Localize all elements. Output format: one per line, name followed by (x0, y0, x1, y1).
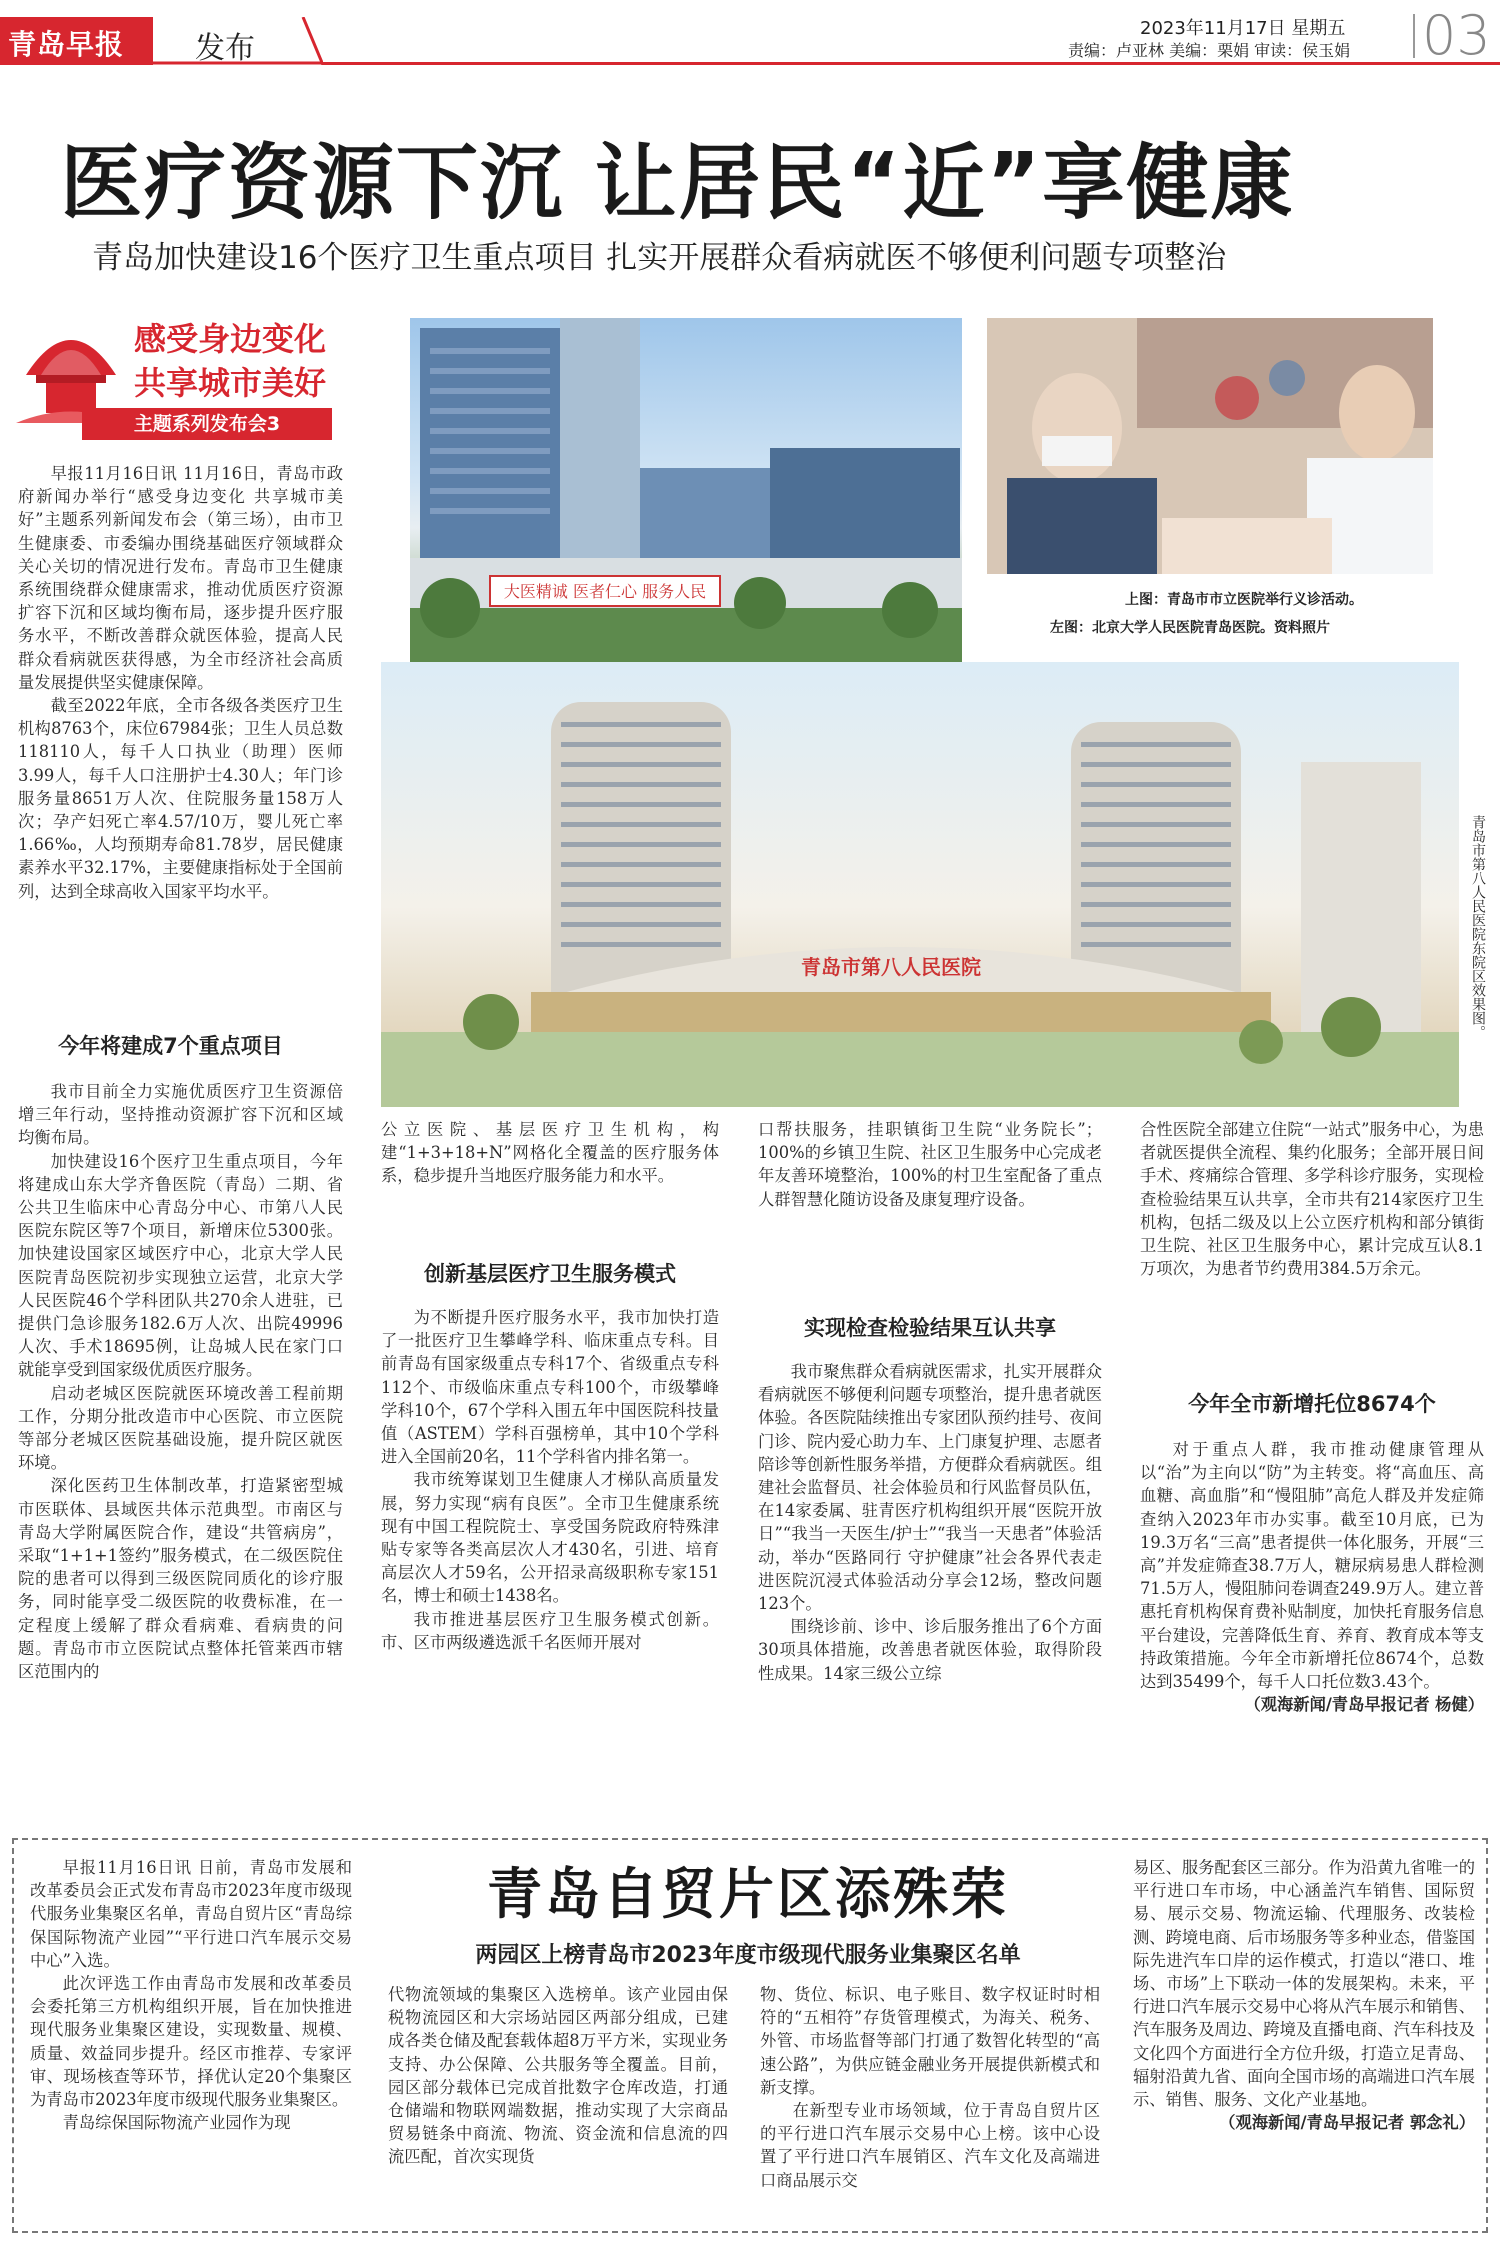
article2-para: 代物流领域的集聚区入选榜单。该产业园由保税物流园区和大宗场站园区两部分组成，已建成各类仓储及配套载体超8万平方米，实现业务支持、办公保障、公共服务等全覆盖。目前，园区部分载体已完成首批数字仓库改造，打通仓储端和物联网端数据，推动实现了大宗商品贸易链条中商流、物流、资金流和信息流的四流匹配，首次实现货 (388, 1985, 728, 2167)
page-number: 03 (1422, 4, 1491, 67)
article2-para: 青岛综保国际物流产业园作为现 (62, 2113, 291, 2133)
article1-col2 (381, 1118, 719, 1188)
article1-para: 我市推进基层医疗卫生服务模式创新。市、区市两级遴选派千名医师开展对 (381, 1609, 719, 1652)
article1-para: 对于重点人群，我市推动健康管理从以“治”为主向以“防”为主转变。将“高血压、高血糖、高血脂”和“慢阻肺”高危人群及并发症筛查纳入2023年市办实事。截至10月底，已为19.3万名“三高”患者提供一体化服务，开展“三高”并发症筛查38.7万人，糖尿病易患人群检测71.5万人，慢阻肺问卷调查249.9万人。建立普惠托育机构保育费补贴制度，加快托育服务信息平台建设，完善降低生育、养育、教育成本等支持政策措施。今年全市新增托位8674个，总数达到35499个，每千人口托位数3.43个。 (1140, 1440, 1484, 1692)
article2-col3 (760, 1983, 1100, 2192)
article1-col1-intro (18, 462, 343, 903)
article2-para: 此次评选工作由青岛市发展和改革委员会委托第三方机构组织开展，旨在加快推进现代服务业集聚区建设，实现数量、规模、质量、效益同步提升。经区市推荐、专家评审、现场核查等环节，择优认定20个集聚区为青岛市2023年度市级现代服务业集聚区。 (30, 1974, 352, 2110)
photo-eighth-hospital-rendering (381, 662, 1459, 1107)
article1-para: 截至2022年底，全市各级各类医疗卫生机构8763个，床位67984张；卫生人员总数118110人，每千人口执业（助理）医师3.99人，每千人口注册护士4.30人；年门诊服务量8651万人次、住院服务量158万人次；孕产妇死亡率4.57/10万，婴儿死亡率1.66‰，人均预期寿命81.78岁，居民健康素养水平32.17%，主要健康指标处于全国前列，达到全球高收入国家平均水平。 (18, 696, 343, 901)
clinic-scene-illustration (987, 318, 1433, 574)
article1-para: 公立医院、基层医疗卫生机构，构建“1+3+18+N”网格化全覆盖的医疗服务体系，稳步提升当地医疗服务能力和水平。 (381, 1120, 719, 1186)
landmark-icon (16, 305, 126, 425)
article1-para: 我市聚焦群众看病就医需求，扎实开展群众看病就医不够便利问题专项整治，提升患者就医体验。各医院陆续推出专家团队预约挂号、夜间门诊、院内爱心助力车、上门康复护理、志愿者陪诊等创新性服务举措，方便群众看病就医。组建社会监督员、社会体验员和行风监督员队伍，在14家委属、驻青医疗机构组织开展“医院开放日”“我当一天医生/护士”“我当一天患者”体验活动，举办“医路同行 守护健康”社会各界代表走进医院沉浸式体验活动分享会12场，整改问题123个。 (758, 1362, 1102, 1614)
article2-subtitle: 两园区上榜青岛市2023年度市级现代服务业集聚区名单 (475, 1943, 1021, 1968)
banner-text: 大医精诚 医者仁心 服务人民 (503, 582, 707, 601)
article1-col1-section1 (18, 1080, 343, 1683)
article1-para: 早报11月16日讯 11月16日，青岛市政府新闻办举行“感受身边变化 共享城市美好”主题系列新闻发布会（第三场），由市卫生健康委、市委编办围绕基础医疗领域群众关心关切的情况进行发布。青岛市卫生健康系统围绕群众健康需求，推动优质医疗资源扩容下沉和区域均衡布局，逐步提升医疗服务水平，不断改善群众就医体验，提高人民群众看病就医获得感，为全市经济社会高质量发展提供坚实健康保障。 (18, 464, 343, 692)
article2-para: 早报11月16日讯 日前，青岛市发展和改革委员会正式发布青岛市2023年度市级现代服务业集聚区名单，青岛自贸片区“青岛综保国际物流产业园”“平行进口汽车展示交易中心”入选。 (30, 1858, 352, 1970)
article1-para: 启动老城区医院就医环境改善工程前期工作，分期分批改造市中心医院、市立医院等部分老城区医院基础设施，提升院区就医环境。 (18, 1383, 343, 1473)
article2-para: 物、货位、标识、电子账目、数字权证时时相符的“五相符”存货管理模式，为海关、税务、外管、市场监督等部门打通了数智化转型的“高速公路”，为供应链金融业务开展提供新模式和新支撑。 (760, 1985, 1100, 2097)
article1-para: 我市统筹谋划卫生健康人才梯队高质量发展，努力实现“病有良医”。全市卫生健康系统现有中国工程院院士、享受国务院政府特殊津贴专家等各类高层次人才430名，引进、培育高层次人才59名，公开招录高级职称专家151名，博士和硕士1438名。 (381, 1470, 719, 1606)
article1-byline: （观海新闻/青岛早报记者 杨健） (1244, 1695, 1484, 1715)
newspaper-logo (0, 17, 153, 65)
page-divider (1413, 14, 1415, 58)
article2-col4 (1133, 1856, 1475, 2134)
issue-date: 2023年11月17日 星期五 (1140, 18, 1346, 39)
article1-col2-section2 (381, 1306, 719, 1654)
masthead-rule (323, 62, 1500, 65)
series-line2: 共享城市美好 (134, 364, 327, 402)
editors-line: 责编：卢亚林 美编：栗娟 审读：侯玉娟 (1068, 41, 1351, 60)
article1-subhead-4: 今年全市新增托位8674个 (1188, 1392, 1436, 1416)
hospital-building-illustration (410, 318, 962, 668)
article1-col3 (758, 1118, 1102, 1211)
section-name: 发布 (195, 31, 255, 66)
article1-para: 深化医药卫生体制改革，打造紧密型城市医联体、县域医共体示范典型。市南区与青岛大学附属医院合作，建设“共管病房”，采取“1+1+1签约”服务模式，在二级医院住院的患者可以得到三级医院同质化的诊疗服务，同时能享受二级医院的收费标准，在一定程度上缓解了群众看病难、看病贵的问题。青岛市市立医院试点整体托管莱西市辖区范围内的 (18, 1476, 343, 1682)
article2-col2 (388, 1983, 728, 2169)
article1-col3-section3 (758, 1360, 1102, 1685)
article1-col4-section4 (1140, 1438, 1484, 1716)
main-subheadline: 青岛加快建设16个医疗卫生重点项目 扎实开展群众看病就医不够便利问题专项整治 (92, 240, 1227, 276)
photo-peking-university-hospital (410, 318, 962, 668)
article2-para: 在新型专业市场领域，位于青岛自贸片区的平行进口汽车展示交易中心上榜。该中心设置了平行进口汽车展销区、汽车文化及高端进口商品展示交 (760, 2101, 1100, 2190)
article1-para: 加快建设16个医疗卫生重点项目，今年将建成山东大学齐鲁医院（青岛）二期、省公共卫生临床中心青岛分中心、市第八人民医院东院区等7个项目，新增床位5300张。加快建设国家区域医疗中心，北京大学人民医院青岛医院初步实现独立运营，北京大学人民医院46个学科团队共270余人进驻，已提供门急诊服务182.6万人次、出院49996人次、手术18695例，让岛城人民在家门口就能享受到国家级优质医疗服务。 (18, 1151, 343, 1380)
article2-para: 易区、服务配套区三部分。作为沿黄九省唯一的平行进口车市场，中心涵盖汽车销售、国际贸易、展示交易、物流运输、代理服务、改装检测、跨境电商、后市场服务等多种业态，借鉴国际先进汽车口岸的运作模式，打造以“港口、堆场、市场”上下联动一体的发展架构。未来，平行进口汽车展示交易中心将从汽车展示和销售、汽车服务及周边、跨境及直播电商、汽车科技及文化四个方面进行全方位升级，打造立足青岛、辐射沿黄九省、面向全国市场的高端进口汽车展示、销售、服务、文化产业基地。 (1133, 1858, 1475, 2110)
article2-title: 青岛自贸片区添殊荣 (486, 1862, 1009, 1926)
article1-para: 我市目前全力实施优质医疗卫生资源倍增三年行动，坚持推动资源扩容下沉和区域均衡布局。 (18, 1082, 343, 1148)
main-headline: 医疗资源下沉 让居民“近”享健康 (60, 136, 1295, 231)
section-tab (153, 17, 323, 65)
logo-text: 青岛早报 (8, 28, 125, 61)
photo-free-clinic (987, 318, 1433, 574)
article1-para: 为不断提升医疗服务水平，我市加快打造了一批医疗卫生攀峰学科、临床重点专科。目前青岛有国家级重点专科17个、省级重点专科112个、市级临床重点专科100个，市级攀峰学科10个，67个学科入围五年中国医院科技量值（ASTEM）学科百强榜单，其中10个学科进入全国前20名，11个学科省内排名第一。 (381, 1308, 719, 1467)
article1-para: 合性医院全部建立住院“一站式”服务中心，为患者就医提供全流程、集约化服务；全部开展日间手术、疼痛综合管理、多学科诊疗服务，实现检查检验结果互认共享，全市共有214家医疗卫生机构，包括二级及以上公立医疗机构和部分镇街卫生院、社区卫生服务中心，累计完成互认8.1万项次，为患者节约费用384.5万余元。 (1140, 1120, 1484, 1279)
series-tag: 主题系列发布会3 (82, 408, 332, 440)
photo-caption-left: 左图：北京大学人民医院青岛医院。资料照片 (1050, 620, 1330, 636)
masthead (0, 0, 1500, 80)
article1-para: 围绕诊前、诊中、诊后服务推出了6个方面30项具体措施，改善患者就医体验，取得阶段性成果。14家三级公立综 (758, 1617, 1102, 1683)
hospital-rendering-illustration (381, 662, 1459, 1107)
article1-subhead-2: 创新基层医疗卫生服务模式 (424, 1262, 676, 1286)
photo-caption-top: 上图：青岛市市立医院举行义诊活动。 (1125, 592, 1363, 608)
article2-col1 (30, 1856, 352, 2134)
hospital-sign-text: 青岛市第八人民医院 (801, 955, 981, 979)
series-badge (16, 300, 336, 445)
article1-subhead-3: 实现检查检验结果互认共享 (804, 1316, 1056, 1340)
article1-col4 (1140, 1118, 1484, 1280)
article1-subhead-1: 今年将建成7个重点项目 (58, 1034, 283, 1058)
article1-para: 口帮扶服务，挂职镇街卫生院“业务院长”；100%的乡镇卫生院、社区卫生服务中心完成老年友善环境整治，100%的村卫生室配备了重点人群智慧化随访设备及康复理疗设备。 (758, 1120, 1102, 1209)
photo-caption-vertical: 青岛市第八人民医院东院区效果图。 (1470, 815, 1486, 1039)
article2-byline: （观海新闻/青岛早报记者 郭念礼） (1219, 2113, 1475, 2133)
series-line1: 感受身边变化 (134, 320, 327, 358)
